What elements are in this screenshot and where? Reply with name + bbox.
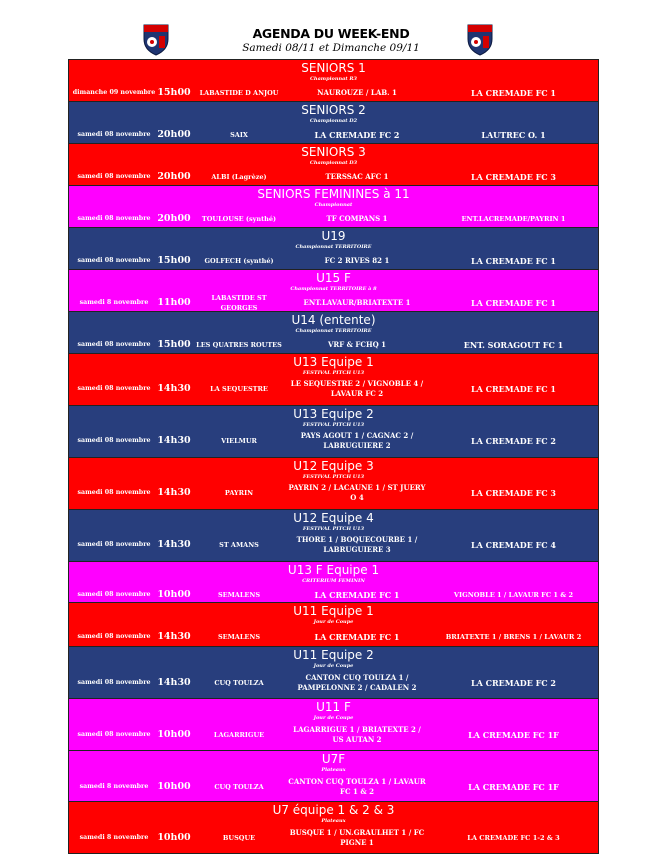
home-team: THORE 1 / BOQUECOURBE 1 / LABRUGUIERE 3 (296, 535, 418, 554)
away-team: LA CREMADE FC 1 (470, 298, 556, 308)
match-time: 14h30 (157, 631, 191, 642)
home-team: LA CREMADE FC 1 (314, 590, 400, 600)
match-venue: CUQ TOULZA (214, 679, 264, 687)
competition-label: Plateaux (321, 818, 346, 824)
category-title: SENIORS 3 (301, 145, 366, 159)
match-venue: LABASTIDE ST GEORGES (211, 294, 267, 311)
competition-label: Championnat TERRITOIRE (295, 244, 372, 250)
away-team: VIGNOBLE 1 / LAVAUR FC 1 & 2 (453, 591, 574, 599)
home-team: TERSSAC AFC 1 (325, 172, 389, 181)
match-time: 10h00 (157, 729, 191, 740)
match-date: samedi 08 novembre (77, 215, 151, 222)
match-venue: BUSQUE (222, 834, 256, 842)
match-block (69, 509, 598, 561)
match-venue: LABASTIDE D ANJOU (199, 89, 279, 97)
match-date: samedi 8 novembre (79, 783, 149, 790)
category-title: SENIORS 2 (301, 103, 366, 117)
match-time: 14h30 (157, 539, 191, 550)
away-team: LAUTREC O. 1 (481, 130, 546, 140)
match-date: dimanche 09 novembre (72, 89, 156, 96)
match-date: samedi 8 novembre (79, 299, 149, 306)
away-team: LA CREMADE FC 2 (470, 678, 556, 688)
match-venue: PAYRIN (224, 489, 254, 497)
match-date: samedi 08 novembre (77, 437, 151, 444)
home-team: PAYS AGOUT 1 / CAGNAC 2 / LABRUGUIERE 2 (300, 431, 414, 450)
home-team: NAUROUZE / LAB. 1 (317, 88, 397, 97)
match-venue: LA SEQUESTRE (210, 385, 268, 393)
match-block (69, 561, 598, 602)
category-title: U11 F (316, 700, 351, 714)
match-time: 20h00 (157, 171, 191, 182)
match-date: samedi 08 novembre (77, 591, 151, 598)
home-team: LA CREMADE FC 2 (314, 130, 400, 140)
away-team: LA CREMADE FC 1 (470, 88, 556, 98)
competition-label: Championnat TERRITOIRE à 8 (290, 286, 377, 292)
match-venue: LAGARRIGUE (213, 731, 265, 739)
match-block (69, 269, 598, 311)
home-team: ENT.LAVAUR/BRIATEXTE 1 (303, 298, 411, 307)
away-team: LA CREMADE FC 1 (470, 384, 556, 394)
competition-label: FESTIVAL PITCH U13 (302, 526, 365, 532)
category-title: U19 (321, 229, 346, 243)
match-time: 15h00 (157, 339, 191, 350)
page-subtitle: Samedi 08/11 et Dimanche 09/11 (242, 42, 420, 54)
match-venue: SAIX (230, 131, 248, 139)
away-team: LA CREMADE FC 3 (470, 172, 556, 182)
category-title: U11 Equipe 1 (293, 604, 374, 618)
home-team: VRF & FCHQ 1 (328, 340, 386, 349)
match-venue: ALBI (Lagrèze) (211, 173, 267, 181)
category-title: U11 Equipe 2 (293, 648, 374, 662)
match-time: 15h00 (157, 87, 191, 98)
match-block (69, 311, 598, 353)
away-team: ENT.LACREMADE/PAYRIN 1 (461, 215, 566, 223)
category-title: U7F (321, 752, 346, 766)
match-block (69, 801, 598, 853)
match-block (69, 457, 598, 509)
match-block (69, 750, 598, 801)
match-time: 20h00 (157, 213, 191, 224)
match-venue: SEMALENS (217, 633, 261, 641)
competition-label: FESTIVAL PITCH U13 (302, 474, 365, 480)
category-title: U13 Equipe 1 (293, 355, 374, 369)
match-block (69, 143, 598, 185)
match-time: 11h00 (157, 297, 191, 308)
match-venue: ST AMANS (219, 541, 259, 549)
match-date: samedi 08 novembre (77, 173, 151, 180)
home-team: LAGARRIGUE 1 / BRIATEXTE 2 / US AUTAN 2 (293, 725, 421, 744)
category-title: U13 F Equipe 1 (287, 563, 380, 577)
match-block (69, 227, 598, 269)
competition-label: Jour de Coupe (313, 619, 354, 625)
away-team: ENT. SORAGOUT FC 1 (463, 340, 564, 350)
match-time: 14h30 (157, 677, 191, 688)
page-title: AGENDA DU WEEK-END (252, 26, 410, 41)
competition-label: Championnat (314, 202, 353, 208)
away-team: LA CREMADE FC 1F (468, 730, 559, 740)
category-title: SENIORS FEMININES à 11 (257, 187, 410, 201)
match-date: samedi 8 novembre (79, 834, 149, 841)
match-date: samedi 08 novembre (77, 385, 151, 392)
match-time: 14h30 (157, 487, 191, 498)
competition-label: Jour de Coupe (313, 715, 354, 721)
category-title: U14 (entente) (291, 313, 376, 327)
competition-label: Championnat TERRITOIRE (295, 328, 372, 334)
match-date: samedi 08 novembre (77, 489, 151, 496)
match-block (69, 646, 598, 698)
away-team: LA CREMADE FC 1 (470, 256, 556, 266)
away-team: BRIATEXTE 1 / BRENS 1 / LAVAUR 2 (445, 633, 582, 641)
match-time: 10h00 (157, 781, 191, 792)
match-venue: VIELMUR (221, 437, 257, 445)
category-title: SENIORS 1 (301, 61, 366, 75)
competition-label: CRITERIUM FEMININ (302, 578, 365, 584)
away-team: LA CREMADE FC 1F (468, 782, 559, 792)
home-team: PAYRIN 2 / LACAUNE 1 / ST JUERY O 4 (288, 483, 426, 502)
competition-label: FESTIVAL PITCH U13 (302, 422, 365, 428)
match-block (69, 602, 598, 646)
match-venue: CUQ TOULZA (214, 783, 264, 791)
match-block (69, 185, 598, 227)
home-team: BUSQUE 1 / UN.GRAULHET 1 / FC PIGNE 1 (289, 828, 425, 847)
match-date: samedi 08 novembre (77, 341, 151, 348)
match-block (69, 101, 598, 143)
match-venue: GOLFECH (synthé) (204, 257, 274, 265)
away-team: LA CREMADE FC 3 (470, 488, 556, 498)
competition-label: Championnat R3 (309, 76, 358, 82)
home-team: FC 2 RIVES 82 1 (324, 256, 390, 265)
competition-label: Jour de Coupe (313, 663, 354, 669)
category-title: U13 Equipe 2 (293, 407, 374, 421)
away-team: LA CREMADE FC 1-2 & 3 (467, 834, 560, 842)
away-team: LA CREMADE FC 4 (470, 540, 556, 550)
match-venue: SEMALENS (217, 591, 261, 599)
match-time: 15h00 (157, 255, 191, 266)
match-time: 14h30 (157, 383, 191, 394)
category-title: U7 équipe 1 & 2 & 3 (272, 803, 395, 817)
match-block (69, 405, 598, 457)
match-date: samedi 08 novembre (77, 633, 151, 640)
match-date: samedi 08 novembre (77, 541, 151, 548)
match-date: samedi 08 novembre (77, 257, 151, 264)
away-team: LA CREMADE FC 2 (470, 436, 556, 446)
match-block (69, 59, 598, 101)
match-block (69, 353, 598, 405)
match-time: 10h00 (157, 589, 191, 600)
competition-label: Championnat D3 (309, 160, 358, 166)
category-title: U12 Equipe 3 (293, 459, 374, 473)
home-team: CANTON CUQ TOULZA 1 / PAMPELONNE 2 / CADALEN 2 (297, 673, 417, 692)
match-time: 20h00 (157, 129, 191, 140)
home-team: LA CREMADE FC 1 (314, 632, 400, 642)
competition-label: FESTIVAL PITCH U13 (302, 370, 365, 376)
match-block (69, 698, 598, 750)
home-team: TF COMPANS 1 (326, 214, 388, 223)
match-time: 14h30 (157, 435, 191, 446)
home-team: LE SEQUESTRE 2 / VIGNOBLE 4 / LAVAUR FC 2 (290, 379, 424, 398)
match-date: samedi 08 novembre (77, 131, 151, 138)
competition-label: Championnat D2 (309, 118, 358, 124)
page-header (0, 0, 662, 59)
home-team: CANTON CUQ TOULZA 1 / LAVAUR FC 1 & 2 (288, 777, 426, 796)
competition-label: Plateaux (321, 767, 346, 773)
match-date: samedi 08 novembre (77, 731, 151, 738)
match-time: 10h00 (157, 832, 191, 843)
match-venue: TOULOUSE (synthé) (201, 215, 277, 223)
match-venue: LES QUATRES ROUTES (196, 341, 282, 349)
category-title: U12 Equipe 4 (293, 511, 374, 525)
schedule-table (68, 59, 599, 854)
match-date: samedi 08 novembre (77, 679, 151, 686)
category-title: U15 F (316, 271, 351, 285)
